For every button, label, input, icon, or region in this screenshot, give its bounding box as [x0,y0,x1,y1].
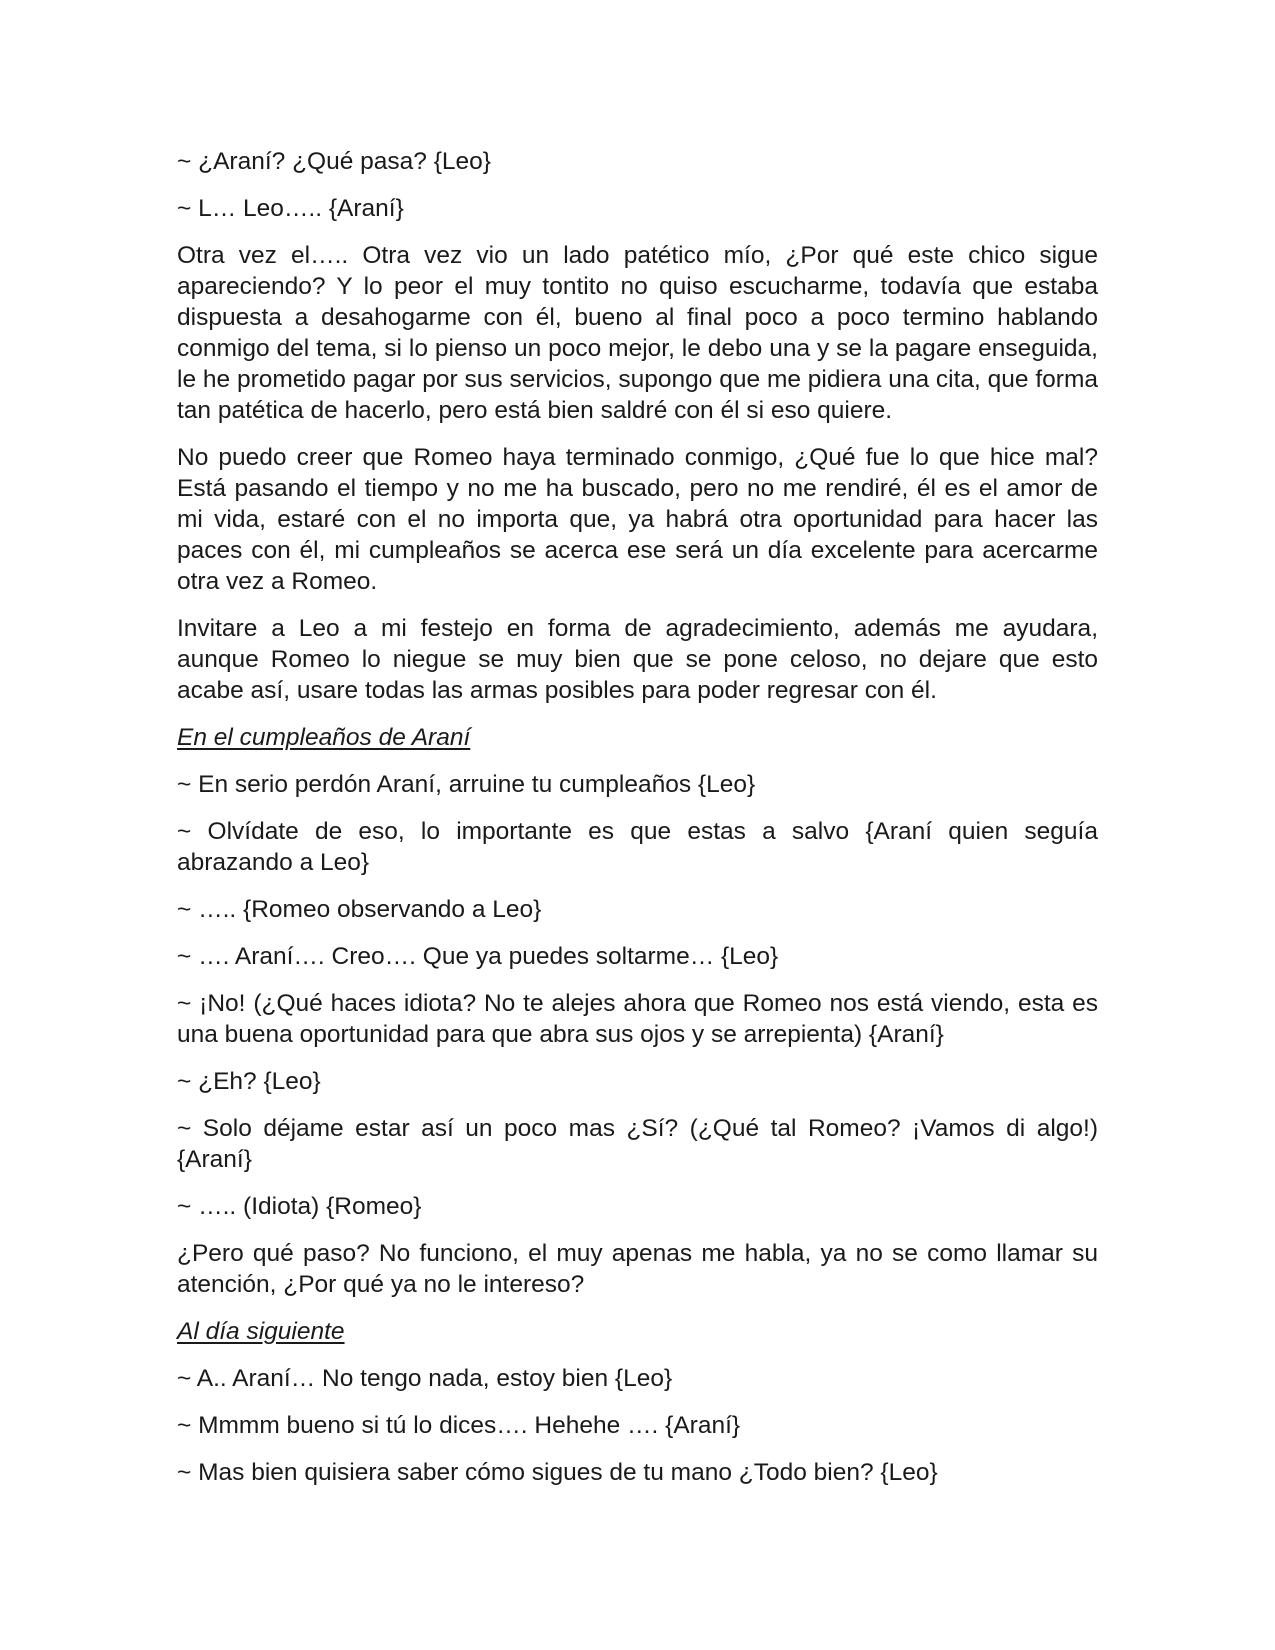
dialogue-line: ~ Mmmm bueno si tú lo dices…. Hehehe …. {Araní} [177,1412,741,1439]
scene-heading: Al día siguiente [177,1318,345,1345]
dialogue-line: ~ ¿Eh? {Leo} [177,1068,321,1095]
narrative-paragraph: No puedo creer que Romeo haya terminado conmigo, ¿Qué fue lo que hice mal? Está pasando el tiempo y no me ha buscado, pero no me rendiré, él es el amor de mi vida, estaré con el no importa que, ya habrá otra oportunidad para hacer las paces con él, mi cumpleaños se acerca ese será un día excelente para acercarme otra vez a Romeo. [177,444,1098,595]
narrative-paragraph: Invitare a Leo a mi festejo en forma de agradecimiento, además me ayudara, aunque Romeo lo niegue se muy bien que se pone celoso, no dejare que esto acabe así, usare todas las armas posibles para poder regresar con él. [177,615,1098,704]
dialogue-line: ~ …. Araní…. Creo…. Que ya puedes soltarme… {Leo} [177,943,779,970]
dialogue-paragraph: ~ ¡No! (¿Qué haces idiota? No te alejes ahora que Romeo nos está viendo, esta es una buena oportunidad para que abra sus ojos y se arrepienta) {Araní} [177,990,1098,1048]
dialogue-line: ~ ….. (Idiota) {Romeo} [177,1193,422,1220]
dialogue-line: ~ ….. {Romeo observando a Leo} [177,896,542,923]
document-page [177,146,1098,1504]
dialogue-paragraph: ~ Olvídate de eso, lo importante es que estas a salvo {Araní quien seguía abrazando a Leo} [177,818,1098,876]
dialogue-line: ~ ¿Araní? ¿Qué pasa? {Leo} [177,148,491,175]
narrative-paragraph: ¿Pero qué paso? No funciono, el muy apenas me habla, ya no se como llamar su atención, ¿Por qué ya no le intereso? [177,1240,1098,1298]
dialogue-line: ~ En serio perdón Araní, arruine tu cumpleaños {Leo} [177,771,756,798]
narrative-paragraph: Otra vez el….. Otra vez vio un lado patético mío, ¿Por qué este chico sigue apareciendo? Y lo peor el muy tontito no quiso escucharme, todavía que estaba dispuesta a desahogarme con él, bueno al final poco a poco termino hablando conmigo del tema, si lo pienso un poco mejor, le debo una y se la pagare enseguida, le he prometido pagar por sus servicios, supongo que me pidiera una cita, que forma tan patética de hacerlo, pero está bien saldré con él si eso quiere. [177,242,1098,424]
scene-heading: En el cumpleaños de Araní [177,724,471,751]
dialogue-line: ~ L… Leo….. {Araní} [177,195,404,222]
dialogue-line: ~ A.. Araní… No tengo nada, estoy bien {Leo} [177,1365,673,1392]
dialogue-line: ~ Mas bien quisiera saber cómo sigues de tu mano ¿Todo bien? {Leo} [177,1459,938,1486]
dialogue-paragraph: ~ Solo déjame estar así un poco mas ¿Sí? (¿Qué tal Romeo? ¡Vamos di algo!) {Araní} [177,1115,1098,1173]
